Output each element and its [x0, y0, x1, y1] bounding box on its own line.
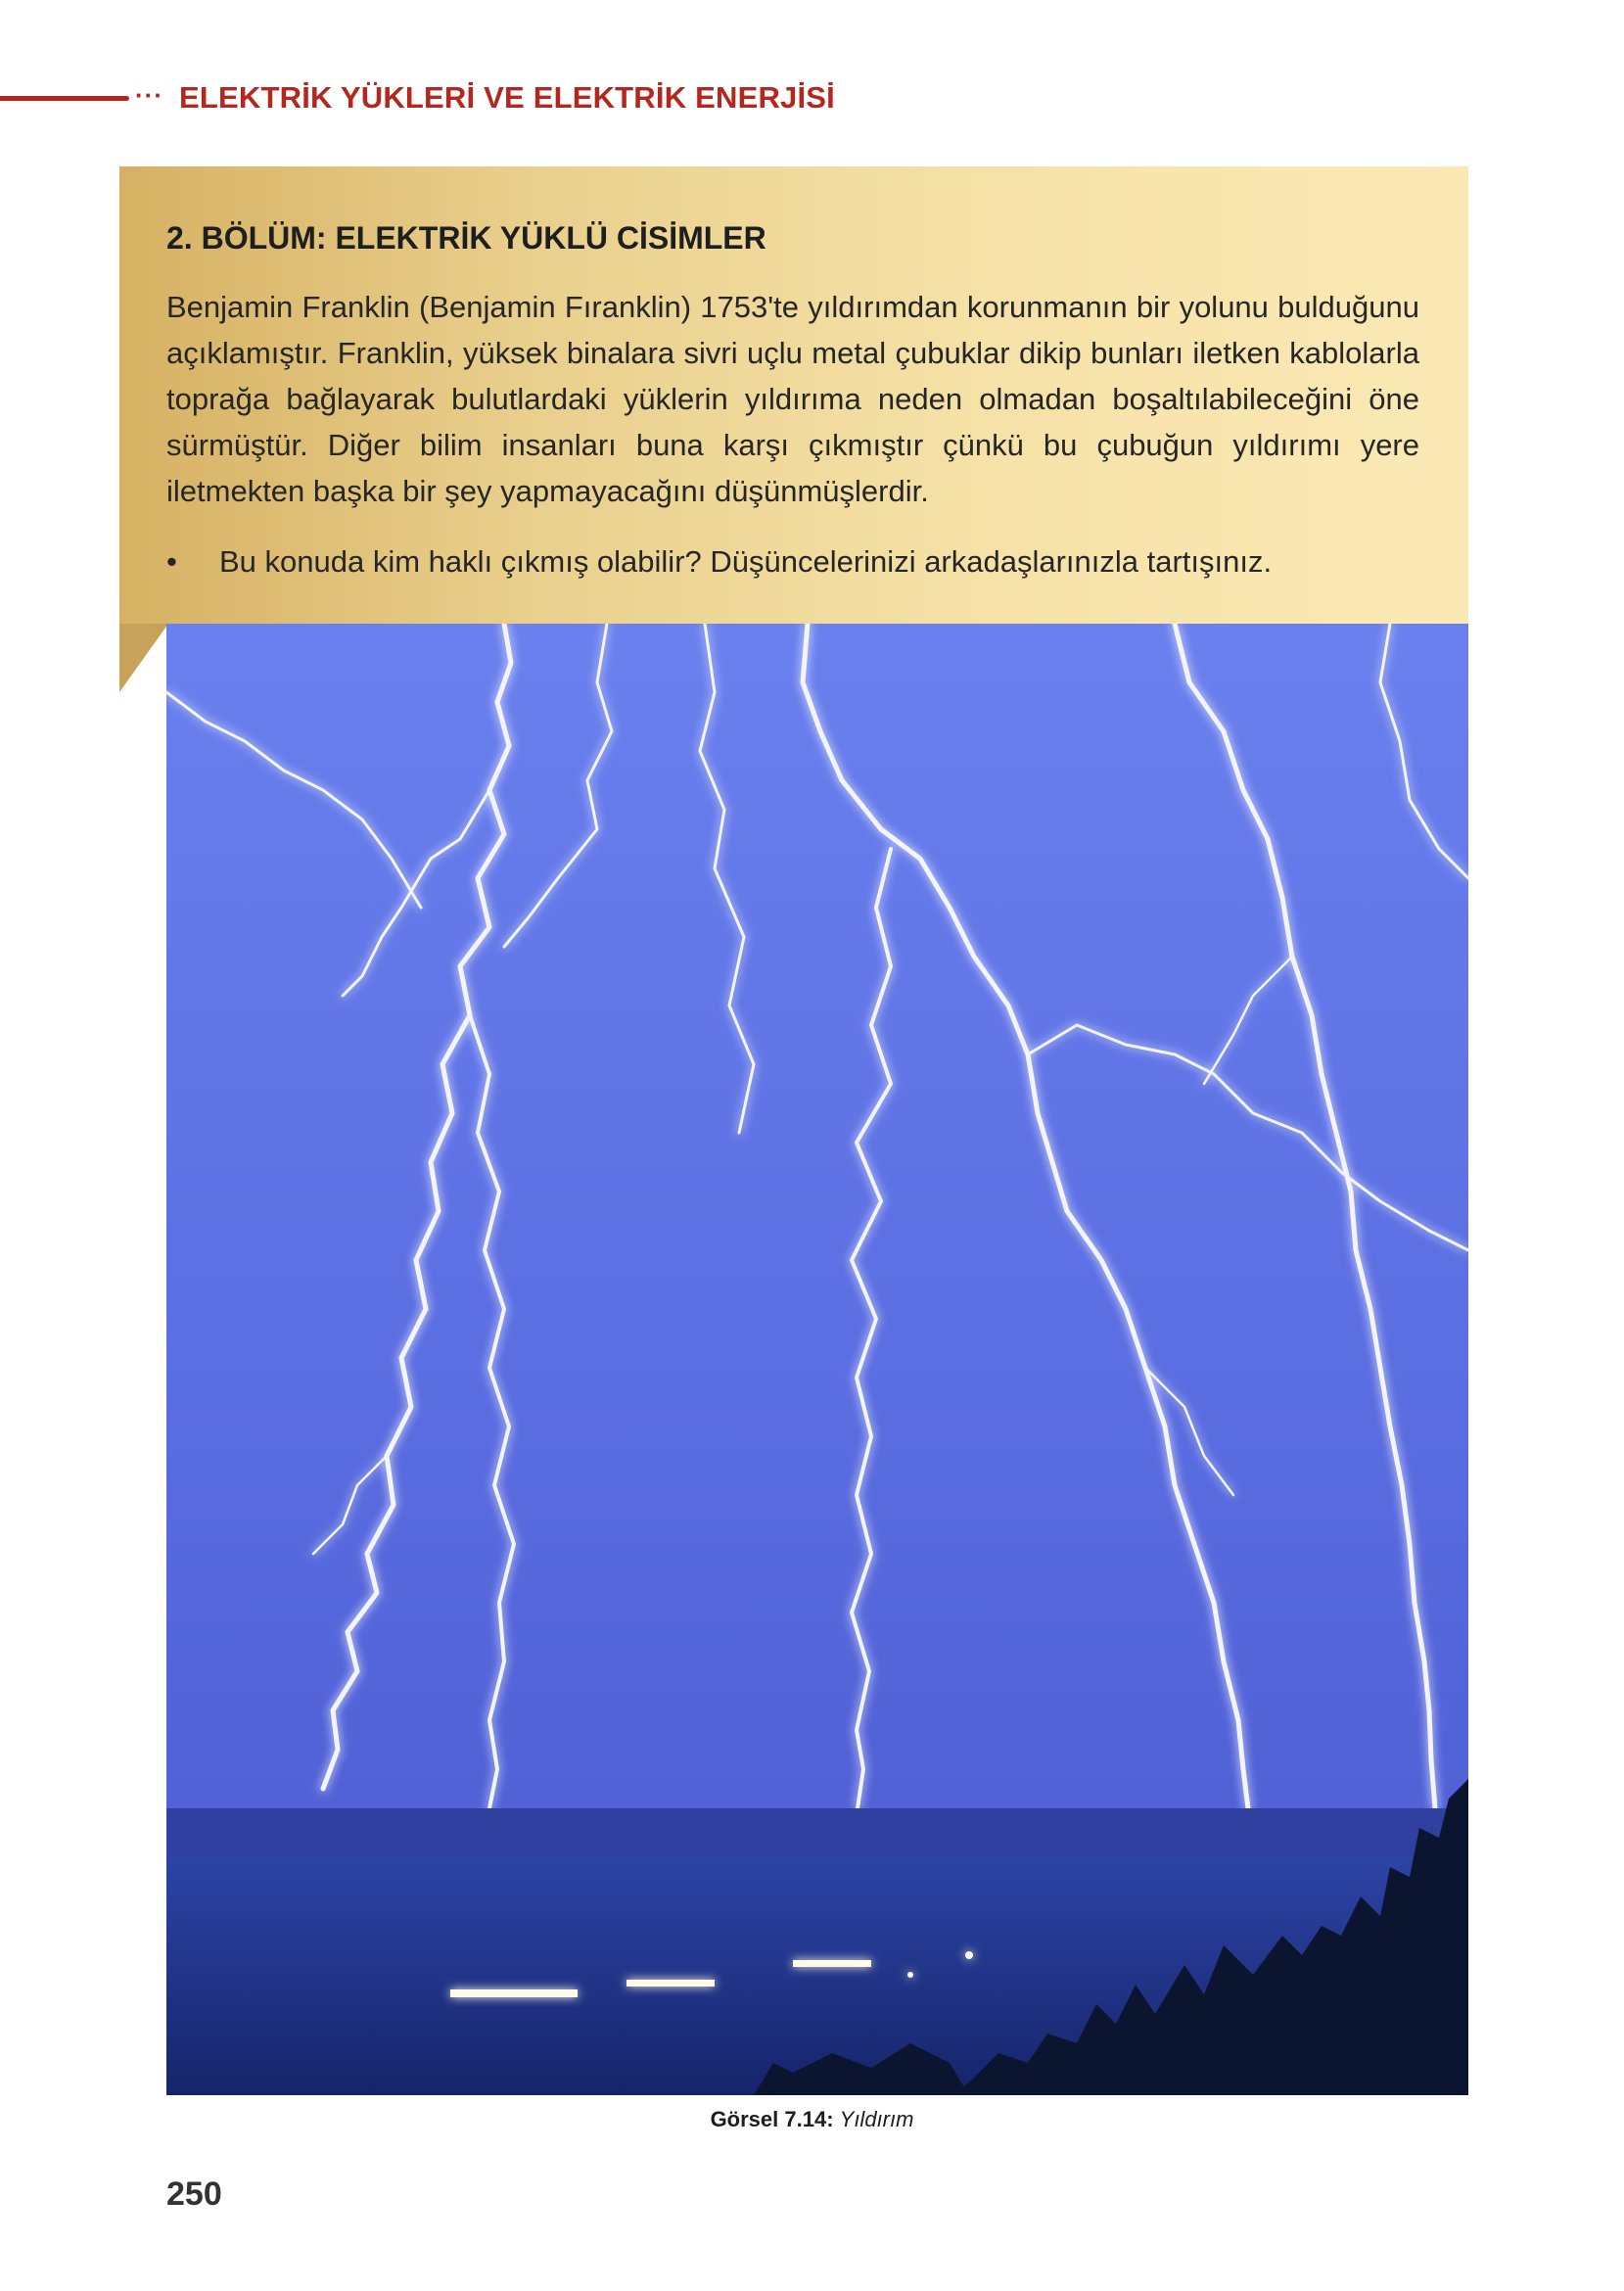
figure-caption: [0, 2107, 1624, 2132]
info-box-fold: [119, 624, 168, 692]
discussion-question: [166, 538, 1439, 584]
discussion-question-text: Bu konuda kim haklı çıkmış olabilir? Düşüncelerinizi arkadaşlarınızla tartışınız.: [219, 544, 1273, 579]
intro-paragraph: Benjamin Franklin (Benjamin Fıranklin) 1753'te yıldırımdan korunmanın bir yolunu bulduğunu açıklamıştır. Franklin, yüksek binalara sivri uçlu metal çubuklar dikip bunları iletken kablolarla toprağa bağlayarak bulutlardaki yüklerin yıldırıma neden olmadan boşaltılabileceğini öne sürmüştür. Diğer bilim insanları buna karşı çıkmıştır çünkü bu çubuğun yıldırımı yere iletmekten başka bir şey yapmayacağını düşünmüşlerdir.: [166, 290, 1419, 508]
section-heading: 2. BÖLÜM: ELEKTRİK YÜKLÜ CİSİMLER: [166, 220, 766, 256]
figure-caption-text: Yıldırım: [839, 2107, 914, 2131]
header-dots: ···: [135, 80, 163, 110]
page-number: 250: [166, 2175, 222, 2213]
header-rule: [0, 96, 129, 101]
figure-label: Görsel 7.14:: [710, 2107, 834, 2131]
chapter-title: ELEKTRİK YÜKLERİ VE ELEKTRİK ENERJİSİ: [179, 80, 835, 115]
lightning-photo: [166, 624, 1468, 2095]
bullet-marker: •: [166, 544, 177, 579]
